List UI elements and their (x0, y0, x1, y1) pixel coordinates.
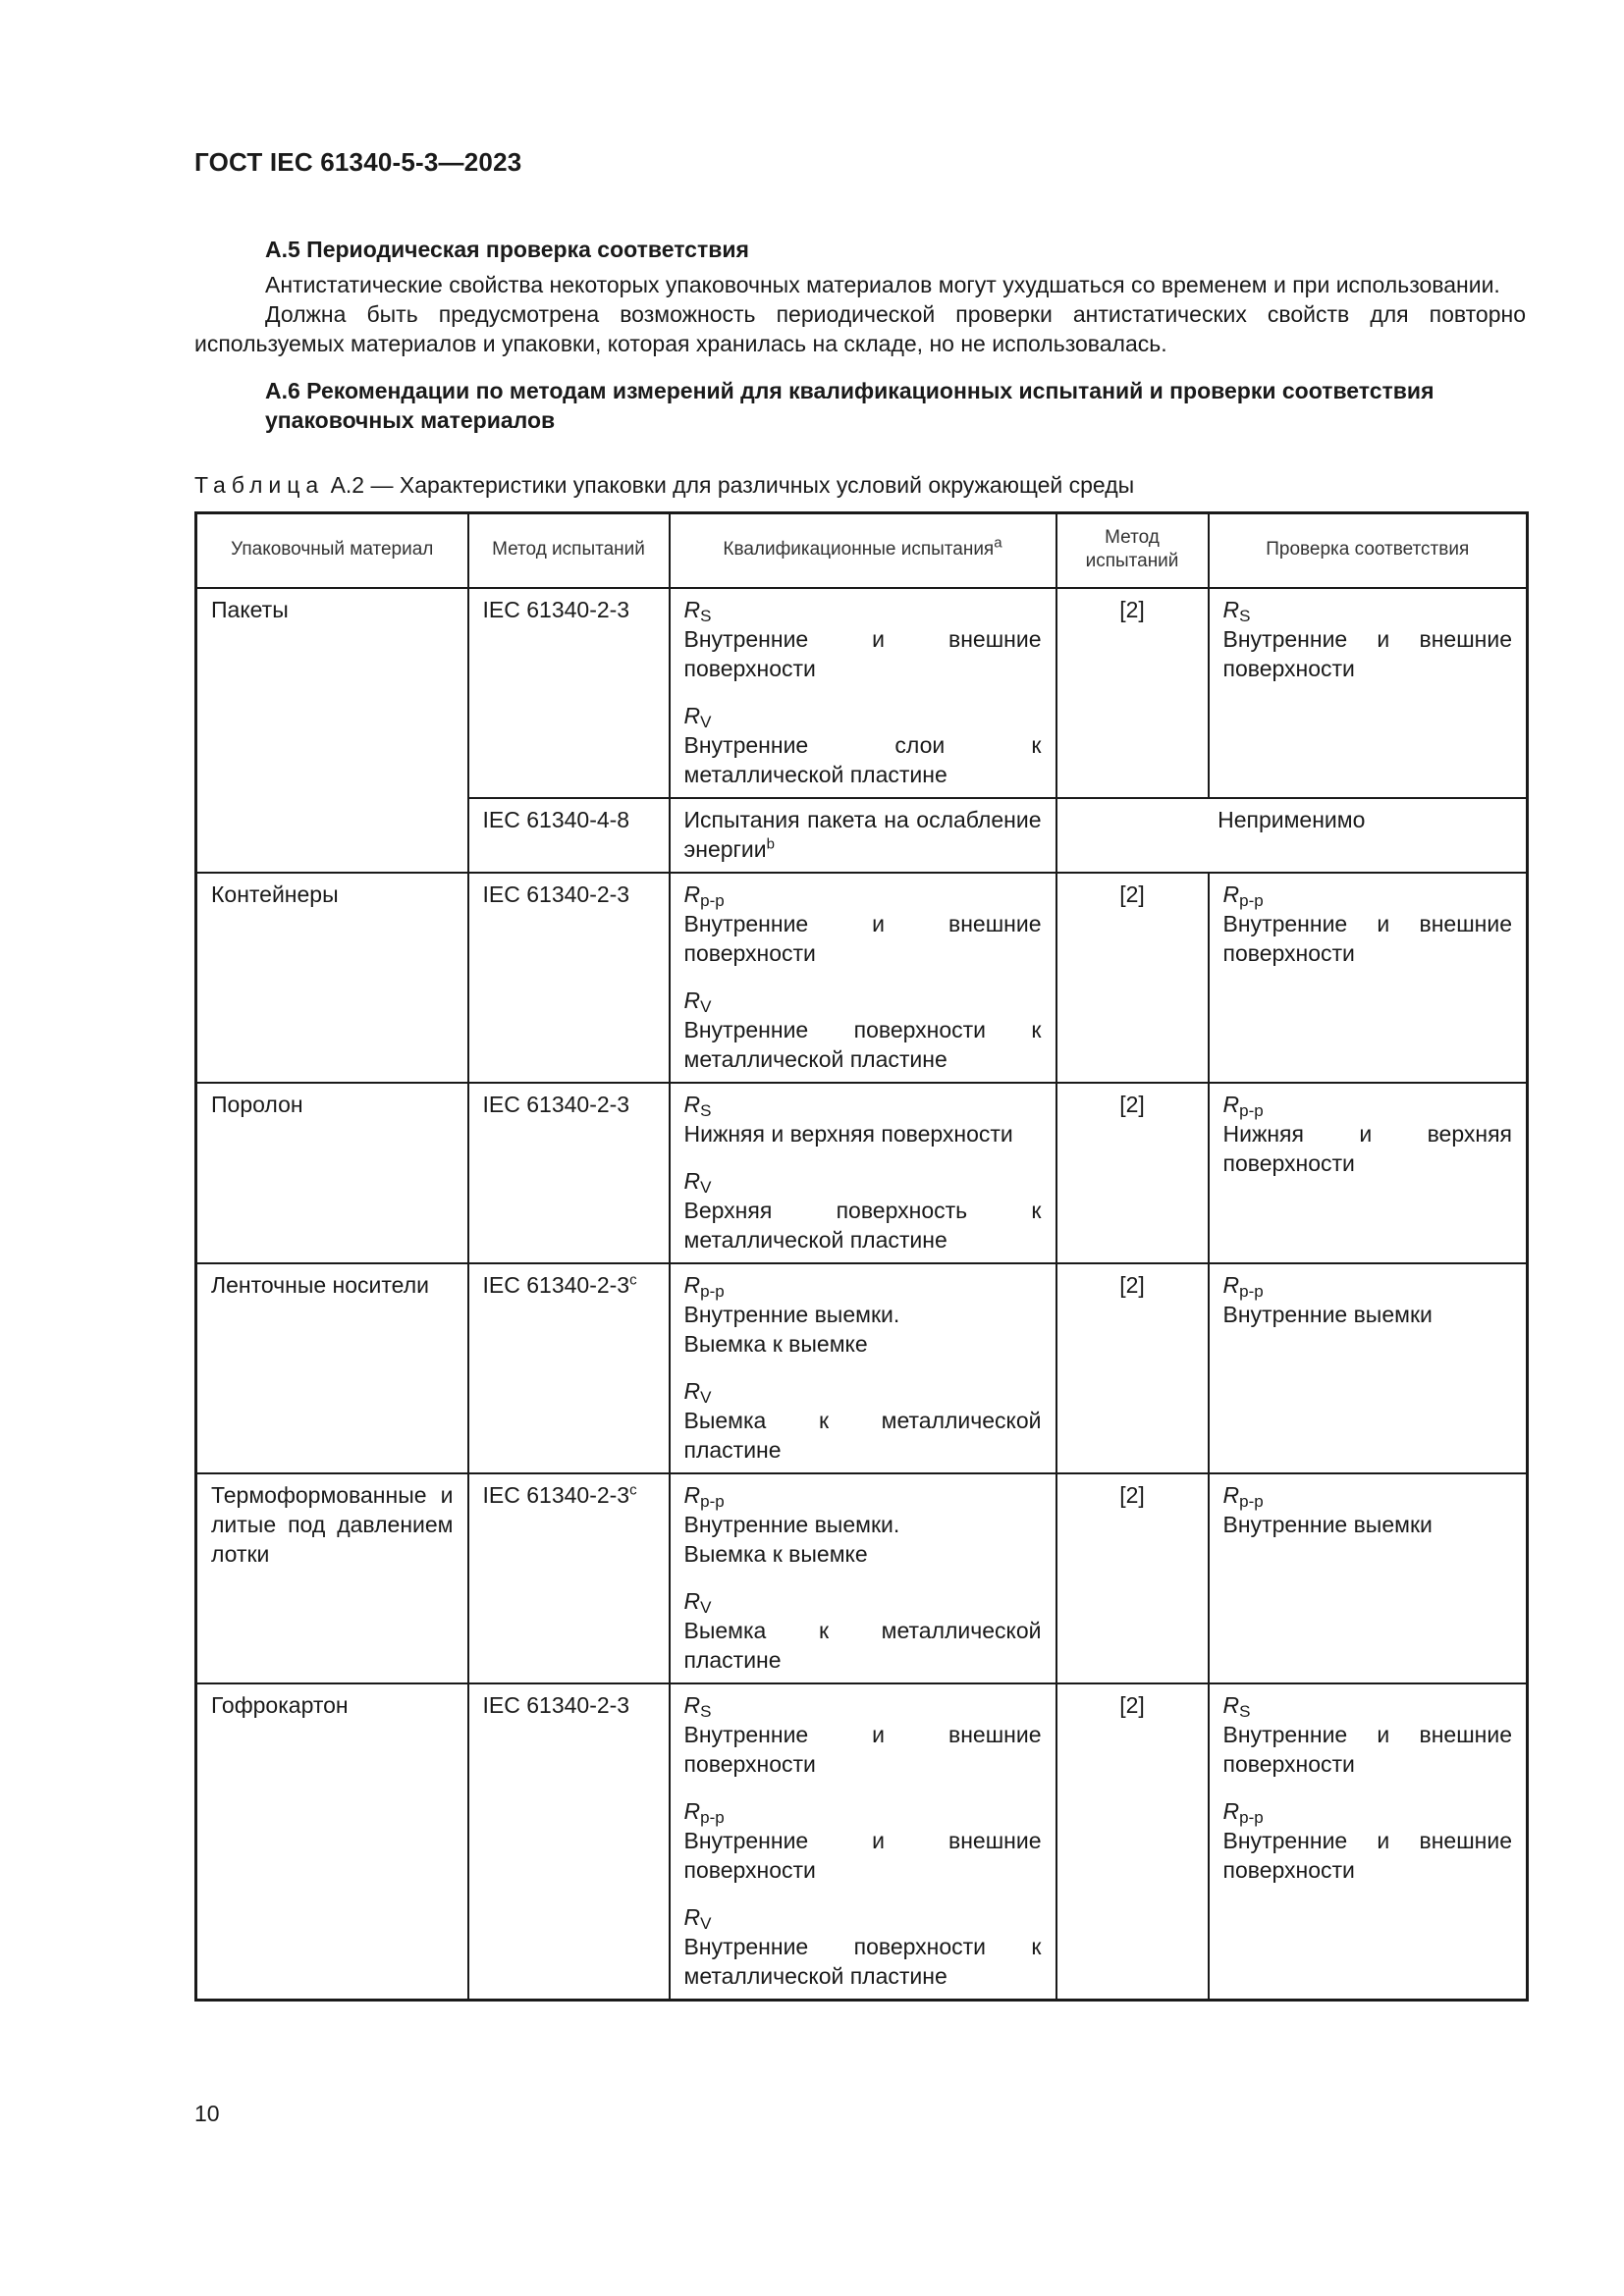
document-page (194, 147, 1526, 2002)
section-a6-title: А.6 Рекомендации по методам измерений для квалификационных испытаний и проверки соответствия упаковочных материалов (265, 378, 1435, 433)
cell-qualification: $R_{p-p}$ Внутренние выемки. Выемка к выемке $R_V$ Выемка к металлической пластине (670, 1473, 1056, 1683)
cell-qualification: $R_S$ Внутренние и внешние поверхности $R_V$ Внутренние слои к металлической пластине (670, 588, 1056, 798)
section-a5-paragraph-1: Антистатические свойства некоторых упаковочных материалов могут ухудшаться со временем и при использовании. (265, 272, 1500, 297)
cell-material: Ленточные носители (196, 1263, 468, 1473)
cell-method: IEC 61340-2-3 (468, 588, 670, 798)
cell-qualification: $R_S$ Нижняя и верхняя поверхности $R_V$ Верхняя поверхность к металлической пластине (670, 1083, 1056, 1263)
header-qualification: Квалификационные испытания$^a$ (670, 513, 1056, 589)
cell-ref: [2] (1056, 1263, 1209, 1473)
table-caption-prefix: Таблица (194, 472, 325, 498)
document-header: ГОСТ IEC 61340-5-3—2023 (194, 147, 522, 177)
cell-method: IEC 61340-2-3 (468, 1683, 670, 2001)
cell-qualification: $R_{p-p}$ Внутренние и внешние поверхности $R_V$ Внутренние поверхности к металлической пластине (670, 873, 1056, 1083)
cell-material: Гофрокартон (196, 1683, 468, 2001)
header-method-1: Метод испытаний (468, 513, 670, 589)
cell-verification: $R_S$ Внутренние и внешние поверхности $R_{p-p}$ Внутренние и внешние поверхности (1209, 1683, 1528, 2001)
packaging-table (194, 511, 1529, 2002)
table-caption (194, 470, 1526, 500)
cell-material: Поролон (196, 1083, 468, 1263)
cell-qualification: $R_{p-p}$ Внутренние выемки. Выемка к выемке $R_V$ Выемка к металлической пластине (670, 1263, 1056, 1473)
table-row (196, 1263, 1528, 1473)
cell-material: Контейнеры (196, 873, 468, 1083)
table-row (196, 1473, 1528, 1683)
header-verification: Проверка соответствия (1209, 513, 1528, 589)
cell-qualification: $R_S$ Внутренние и внешние поверхности $R_{p-p}$ Внутренние и внешние поверхности $R_V$ Внутренние поверхности к металлической пластине (670, 1683, 1056, 2001)
cell-method: IEC 61340-2-3 (468, 873, 670, 1083)
page-number: 10 (194, 2101, 220, 2126)
cell-ref: [2] (1056, 1083, 1209, 1263)
cell-ref: [2] (1056, 1683, 1209, 2001)
cell-verification: $R_{p-p}$ Внутренние выемки (1209, 1263, 1528, 1473)
cell-method: IEC 61340-2-3 (468, 1083, 670, 1263)
section-a5-title: А.5 Периодическая проверка соответствия (265, 237, 749, 262)
cell-method: IEC 61340-4-8 (468, 798, 670, 873)
cell-material: Пакеты (196, 588, 468, 873)
cell-not-applicable: Неприменимо (1056, 798, 1528, 873)
table-row (196, 1683, 1528, 2001)
cell-ref: [2] (1056, 1473, 1209, 1683)
cell-qualification: Испытания пакета на ослабление энергии$^b$ (670, 798, 1056, 873)
table-row (196, 1083, 1528, 1263)
section-a5-paragraph-2: Должна быть предусмотрена возможность периодической проверки антистатических свойств для повторно используемых материалов и упаковки, которая хранилась на складе, но не использовалась. (194, 301, 1526, 356)
cell-verification: $R_{p-p}$ Нижняя и верхняя поверхности (1209, 1083, 1528, 1263)
cell-method: IEC 61340-2-3$^c$ (468, 1473, 670, 1683)
cell-method: IEC 61340-2-3$^c$ (468, 1263, 670, 1473)
cell-verification: $R_{p-p}$ Внутренние и внешние поверхности (1209, 873, 1528, 1083)
table-caption-text: А.2 — Характеристики упаковки для различных условий окружающей среды (330, 472, 1135, 498)
cell-ref: [2] (1056, 588, 1209, 798)
header-method-2: Метод испытаний (1056, 513, 1209, 589)
table-row (196, 873, 1528, 1083)
cell-material: Термоформованные и литые под давлением лотки (196, 1473, 468, 1683)
cell-verification: $R_S$ Внутренние и внешние поверхности (1209, 588, 1528, 798)
cell-verification: $R_{p-p}$ Внутренние выемки (1209, 1473, 1528, 1683)
cell-ref: [2] (1056, 873, 1209, 1083)
table-header-row (196, 513, 1528, 589)
table-row (196, 588, 1528, 798)
header-material: Упаковочный материал (196, 513, 468, 589)
